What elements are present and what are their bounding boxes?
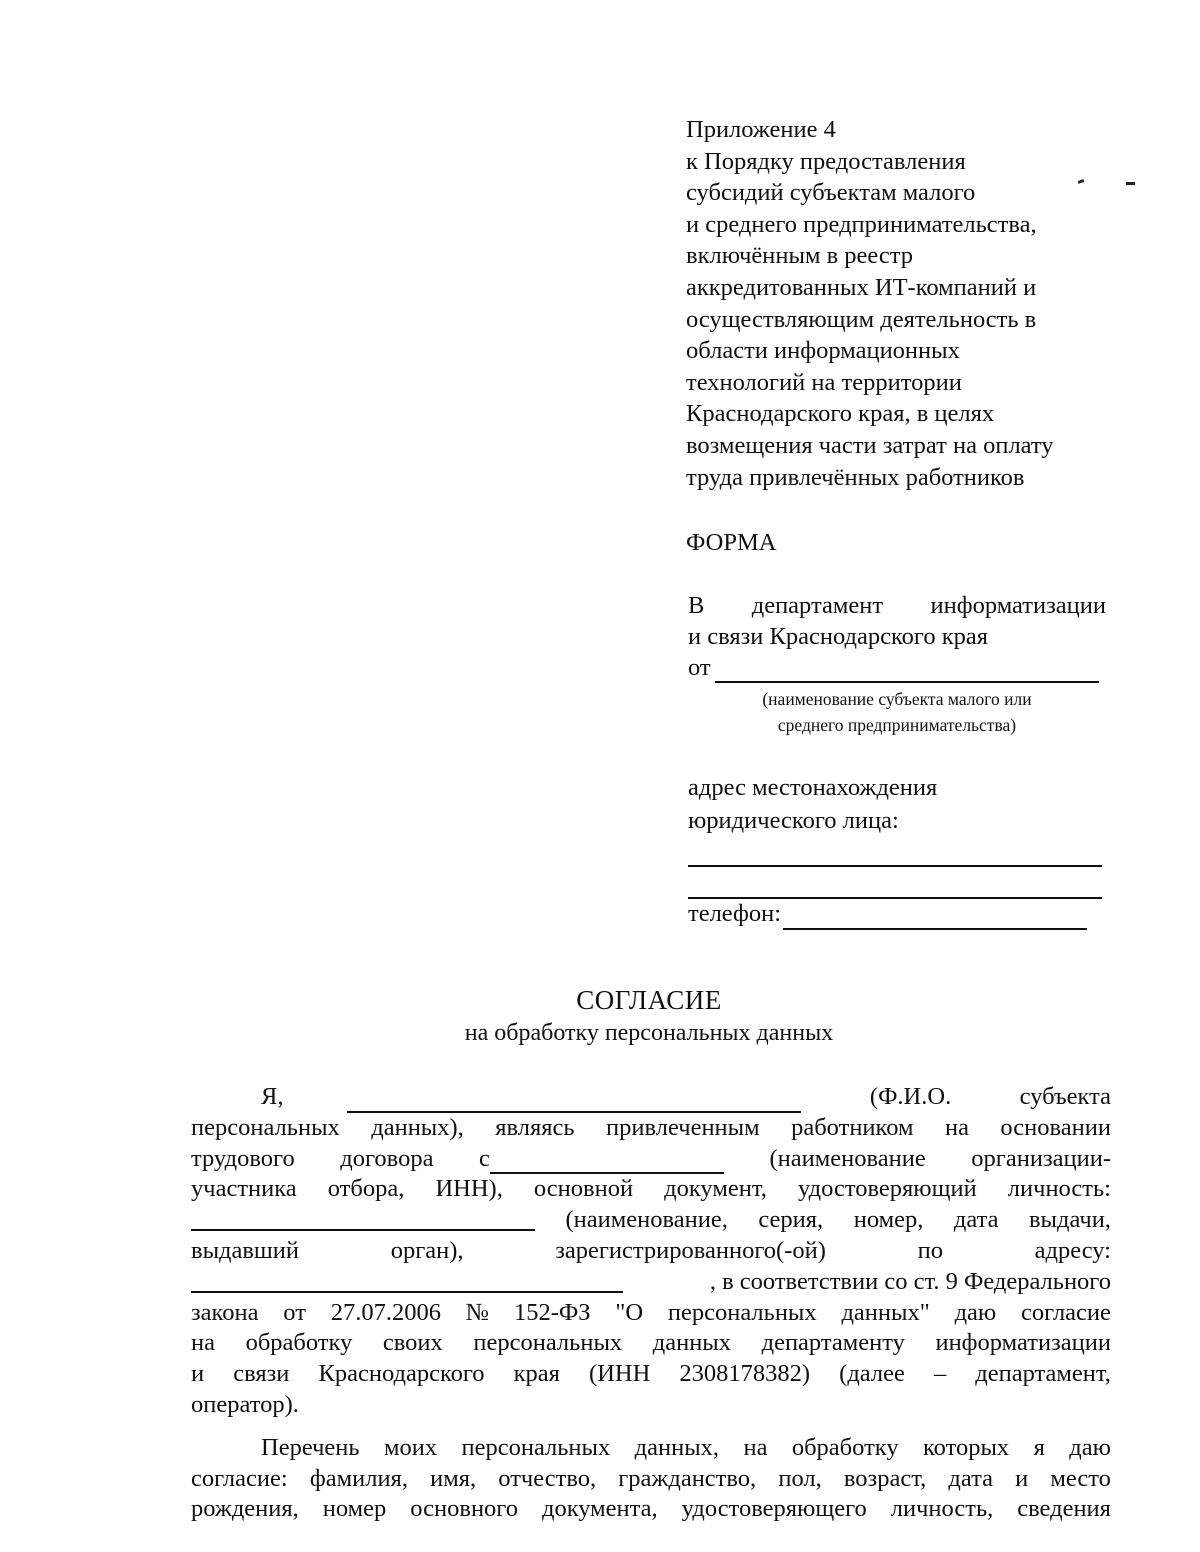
word: документа, xyxy=(541,1495,658,1523)
word: гражданство, xyxy=(618,1464,757,1492)
address-label: адрес местонахождения xyxy=(688,774,938,801)
fio-blank-line[interactable] xyxy=(347,1087,801,1113)
word: выдавший xyxy=(191,1236,300,1264)
word: (Ф.И.О. xyxy=(869,1083,952,1110)
word: Я, xyxy=(261,1083,284,1110)
form-label: ФОРМА xyxy=(686,529,777,556)
from-label: от xyxy=(688,654,711,681)
word: связи xyxy=(233,1360,290,1388)
word: оператор). xyxy=(191,1390,299,1418)
body-line xyxy=(191,1113,1111,1144)
body-line xyxy=(191,1464,1111,1495)
word: дата xyxy=(948,1464,993,1492)
word: , в соответствии со ст. 9 Федерального xyxy=(709,1267,1111,1295)
address-label: юридического лица: xyxy=(688,807,899,834)
appendix-line: и среднего предпринимательства, xyxy=(686,210,1037,238)
appendix-line: включённым в реестр xyxy=(686,242,914,270)
address-block xyxy=(688,771,1106,899)
word: обработку xyxy=(245,1329,353,1357)
word: даю xyxy=(954,1298,997,1326)
word: возраст, xyxy=(843,1464,927,1492)
word: основной xyxy=(533,1175,634,1203)
word: обработку xyxy=(791,1433,899,1461)
word: закона xyxy=(191,1298,259,1326)
word: на xyxy=(944,1113,969,1141)
from-note-line: (наименование субъекта малого или xyxy=(762,689,1032,709)
body-line xyxy=(191,1144,1111,1175)
word: персональных xyxy=(461,1433,611,1461)
body-line xyxy=(191,1390,1111,1421)
word: трудового xyxy=(191,1144,295,1172)
word: и xyxy=(1015,1464,1029,1492)
appendix-line: Приложение 4 xyxy=(686,116,836,143)
word: 152-ФЗ xyxy=(513,1298,591,1326)
word: организации- xyxy=(971,1144,1111,1172)
word: (ИНН xyxy=(589,1360,651,1388)
word: выдачи, xyxy=(1028,1206,1111,1234)
phone-blank-line[interactable] xyxy=(783,902,1087,930)
word: персональных xyxy=(473,1329,623,1357)
word: ИНН), xyxy=(435,1175,503,1203)
body-line xyxy=(191,1433,1111,1464)
word: основного xyxy=(410,1495,518,1523)
word: отчество, xyxy=(498,1464,597,1492)
word: Краснодарского xyxy=(318,1360,485,1388)
body-line xyxy=(191,1494,1111,1525)
word: даю xyxy=(1069,1433,1111,1461)
word: В xyxy=(688,592,705,619)
appendix-line: к Порядку предоставления xyxy=(686,147,966,175)
word: персональных xyxy=(191,1113,340,1141)
word: удостоверяющего xyxy=(681,1495,867,1523)
word: зарегистрированного(-ой) xyxy=(555,1236,826,1264)
phone-row xyxy=(688,898,1087,930)
document-blank-line[interactable] xyxy=(191,1205,535,1231)
word: являясь xyxy=(495,1113,575,1141)
from-blank-line[interactable] xyxy=(715,657,1099,683)
from-row xyxy=(688,652,1106,683)
word: орган), xyxy=(390,1236,464,1264)
word: № xyxy=(465,1298,490,1326)
appendix-line: возмещения части затрат на оплату xyxy=(686,431,1054,459)
word: Перечень xyxy=(261,1433,360,1461)
word: данных xyxy=(652,1329,732,1357)
body-line xyxy=(191,1082,1111,1113)
appendix-line: осуществляющим деятельность в xyxy=(686,305,1037,333)
word: имя, xyxy=(430,1464,477,1492)
consent-body xyxy=(191,1082,1111,1525)
word: документ, xyxy=(664,1175,767,1203)
word: моих xyxy=(383,1433,438,1461)
body-line xyxy=(191,1298,1111,1329)
word: от xyxy=(283,1298,306,1326)
from-note xyxy=(688,686,1106,738)
word: фамилия, xyxy=(309,1464,408,1492)
body-line xyxy=(191,1359,1111,1390)
word: на xyxy=(191,1329,215,1357)
word: номер xyxy=(322,1495,387,1523)
appendix-line: Краснодарского края, в целях xyxy=(686,400,995,428)
word: данных, xyxy=(634,1433,720,1461)
scan-mark xyxy=(1126,182,1135,185)
word: данных), xyxy=(371,1113,464,1141)
body-line xyxy=(191,1267,1111,1298)
word: данных" xyxy=(841,1298,930,1326)
recipient-block xyxy=(688,590,1106,683)
word: "О xyxy=(615,1298,644,1326)
word: я xyxy=(1033,1433,1045,1461)
word: отбора, xyxy=(327,1175,405,1203)
word: департамент, xyxy=(975,1360,1111,1388)
registration-address-blank-line[interactable] xyxy=(191,1267,623,1293)
word: края xyxy=(513,1360,560,1388)
body-line xyxy=(191,1174,1111,1205)
word: 27.07.2006 xyxy=(330,1298,441,1326)
word: и xyxy=(191,1360,205,1388)
word: адресу: xyxy=(1034,1236,1111,1264)
word: место xyxy=(1050,1464,1111,1492)
word: (далее xyxy=(839,1360,905,1388)
recipient-line-2: и связи Краснодарского края xyxy=(688,623,989,650)
appendix-line: технологий на территории xyxy=(686,368,962,396)
word: персональных xyxy=(667,1298,817,1326)
word: пол, xyxy=(778,1464,822,1492)
body-line xyxy=(191,1205,1111,1236)
word: по xyxy=(917,1236,943,1264)
word: (наименование xyxy=(769,1144,926,1172)
appendix-line: области информационных xyxy=(686,337,960,365)
appendix-line: аккредитованных ИТ-компаний и xyxy=(686,273,1037,301)
phone-label: телефон: xyxy=(688,900,782,927)
body-line xyxy=(191,1236,1111,1267)
appendix-line: субсидий субъектам малого xyxy=(686,179,976,207)
employer-blank-line[interactable] xyxy=(490,1148,724,1174)
word: на xyxy=(743,1433,768,1461)
word: департамент xyxy=(751,592,884,619)
word: с xyxy=(479,1144,490,1172)
word: участника xyxy=(191,1175,297,1203)
word: которых xyxy=(922,1433,1010,1461)
word: 2308178382) xyxy=(679,1360,811,1388)
document-subtitle: на обработку персональных данных xyxy=(464,1020,834,1046)
word: рождения, xyxy=(191,1495,299,1523)
word: сведения xyxy=(1017,1495,1111,1523)
word: (наименование, xyxy=(565,1206,728,1234)
word: привлеченным xyxy=(606,1113,760,1141)
word: своих xyxy=(382,1329,443,1357)
appendix-header xyxy=(686,114,1116,493)
word: номер, xyxy=(853,1206,924,1234)
word: согласие: xyxy=(191,1464,288,1492)
word: – xyxy=(933,1360,947,1388)
word: дата xyxy=(953,1206,999,1234)
word: серия, xyxy=(758,1206,824,1234)
document-title: СОГЛАСИЕ xyxy=(576,985,722,1015)
word: департаменту xyxy=(761,1329,905,1357)
word: информатизации xyxy=(930,592,1106,619)
word: информатизации xyxy=(935,1329,1111,1357)
word: согласие xyxy=(1021,1298,1111,1326)
word: работником xyxy=(791,1113,914,1141)
word: договора xyxy=(340,1144,434,1172)
recipient-line-1 xyxy=(688,590,1106,621)
word: субъекта xyxy=(1019,1083,1111,1110)
word: удостоверяющий xyxy=(797,1175,977,1203)
word: основании xyxy=(1000,1113,1111,1141)
body-line xyxy=(191,1328,1111,1359)
word: личность: xyxy=(1007,1175,1111,1203)
word: личность, xyxy=(890,1495,994,1523)
from-note-line: среднего предпринимательства) xyxy=(777,715,1017,735)
appendix-line: труда привлечённых работников xyxy=(686,463,1025,491)
